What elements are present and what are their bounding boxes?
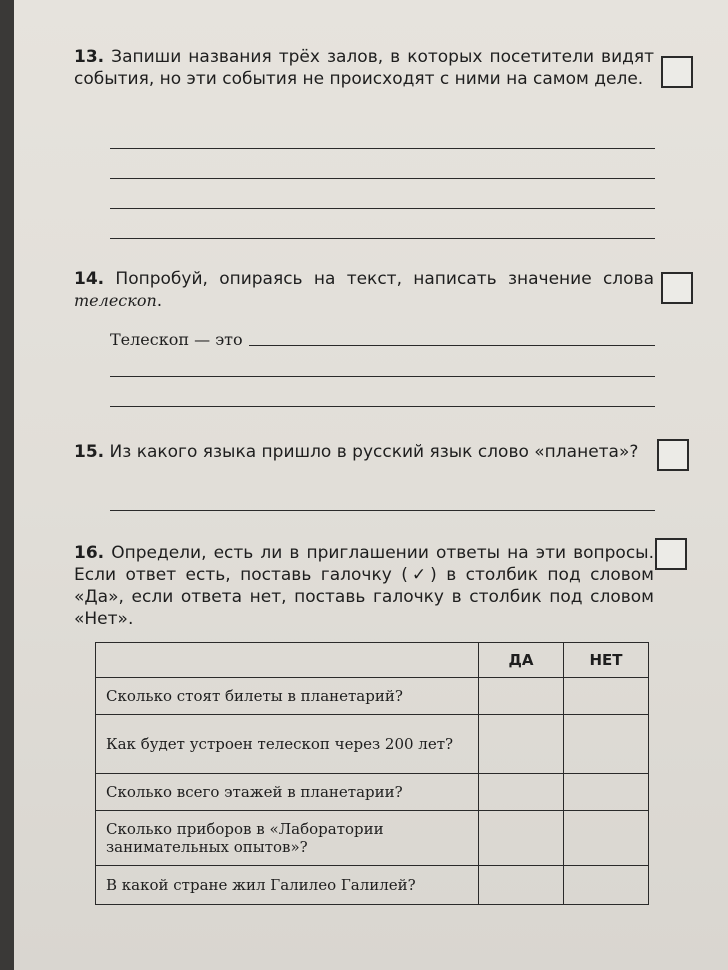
answer-line[interactable]	[110, 238, 655, 239]
question-14	[74, 268, 654, 312]
question-text: Из какого языка пришло в русский язык слово «планета»?	[109, 442, 639, 462]
answer-line[interactable]	[110, 208, 655, 209]
row-question: Сколько приборов в «Лаборатории занимательных опытов»?	[96, 811, 479, 866]
definition-prefix: Телескоп — это	[110, 330, 243, 349]
table-row	[96, 866, 649, 905]
row-question: В какой стране жил Галилео Галилей?	[96, 866, 479, 905]
no-cell[interactable]	[564, 678, 649, 715]
table-row	[96, 678, 649, 715]
answer-lines-15[interactable]	[110, 510, 655, 540]
row-question: Как будет устроен телескоп через 200 лет?	[96, 715, 479, 774]
answer-line[interactable]	[249, 345, 655, 346]
question-number: 14.	[74, 269, 105, 289]
question-text: Попробуй, опираясь на текст, написать значение слова	[115, 269, 654, 289]
yes-cell[interactable]	[479, 866, 564, 905]
question-number: 15.	[74, 442, 105, 462]
yes-cell[interactable]	[479, 811, 564, 866]
row-question: Сколько стоят билеты в планетарий?	[96, 678, 479, 715]
header-yes: ДА	[479, 643, 564, 678]
answer-line[interactable]	[110, 148, 655, 149]
question-number: 13.	[74, 47, 105, 67]
answer-line[interactable]	[110, 406, 655, 407]
workbook-page	[14, 0, 728, 970]
answer-line[interactable]	[110, 510, 655, 511]
answer-line[interactable]	[110, 178, 655, 179]
answer-lines-14[interactable]	[110, 376, 655, 436]
answer-lines-13[interactable]	[110, 148, 655, 268]
row-question: Сколько всего этажей в планетарии?	[96, 774, 479, 811]
answer-line[interactable]	[110, 376, 655, 377]
question-16	[74, 542, 654, 630]
question-15	[74, 441, 654, 463]
header-question-col	[96, 643, 479, 678]
yes-cell[interactable]	[479, 715, 564, 774]
question-text-end: .	[156, 291, 163, 311]
question-text: Запиши названия трёх залов, в которых посетители видят события, но эти события не происходят с ними на самом деле.	[74, 47, 655, 89]
score-box-13[interactable]	[661, 56, 693, 88]
question-13	[74, 46, 654, 90]
table-header-row	[96, 643, 649, 678]
table-row	[96, 811, 649, 866]
no-cell[interactable]	[564, 715, 649, 774]
no-cell[interactable]	[564, 811, 649, 866]
yes-cell[interactable]	[479, 774, 564, 811]
header-no: НЕТ	[564, 643, 649, 678]
no-cell[interactable]	[564, 774, 649, 811]
yes-cell[interactable]	[479, 678, 564, 715]
definition-row[interactable]	[110, 330, 655, 349]
question-number: 16.	[74, 543, 105, 563]
table-row	[96, 715, 649, 774]
question-keyword: телескоп	[74, 291, 157, 310]
score-box-14[interactable]	[661, 272, 693, 304]
question-text: Определи, есть ли в приглашении ответы на эти вопросы. Если ответ есть, поставь галочку (✓) в столбик под словом «Да», если ответа нет, поставь галочку в столбик под словом «Нет».	[74, 543, 655, 629]
table-row	[96, 774, 649, 811]
no-cell[interactable]	[564, 866, 649, 905]
answer-table	[95, 642, 649, 905]
score-box-16[interactable]	[655, 538, 687, 570]
score-box-15[interactable]	[657, 439, 689, 471]
